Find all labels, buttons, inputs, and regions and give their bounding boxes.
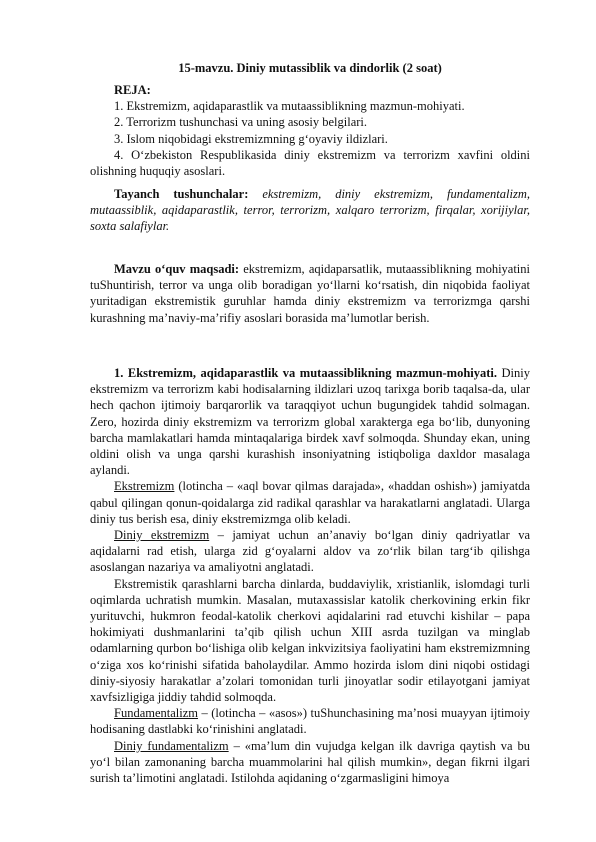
section-1 <box>90 365 530 786</box>
plan-item-2: 2. Terrorizm tushunchasi va uning asosiy belgilari. <box>114 115 368 130</box>
term-ekstremizm: Ekstremizm <box>114 479 175 494</box>
plan-item-4: 4. O‘zbekiston Respublikasida diniy ekstremizm va terrorizm xavfini oldini olishning huquqiy asoslari. <box>90 147 530 179</box>
key-concepts-label: Tayanch tushunchalar: <box>114 187 249 201</box>
plan-section <box>90 82 530 179</box>
plan-item-3: 3. Islom niqobidagi ekstremizmning g‘oyaviy ildizlari. <box>114 131 388 146</box>
key-concepts-paragraph <box>90 186 530 235</box>
definition-fundamentalizm: – (lotincha – «asos») tuShunchasining ma’nosi muayyan ijtimoiy hodisaning dastlabki ko‘rinishini anglatadi. <box>90 706 530 737</box>
plan-heading: REJA: <box>114 83 151 97</box>
definition-diniy-fundamentalizm: – «ma’lum din vujudga kelgan ilk davriga qaytish va bu yo‘l bilan zamonaning barcha muammolarini hal qilish mumkin», degan fikrni ilgari surish ta’limotini anglatadi. Istilohda aqidaning o‘zgarmasligini himoya <box>90 738 530 786</box>
term-diniy-ekstremizm: Diniy ekstremizm <box>114 528 210 543</box>
term-fundamentalizm: Fundamentalizm <box>114 706 199 721</box>
plan-item-1: 1. Ekstremizm, aqidaparastlik va mutaassiblikning mazmun-mohiyati. <box>114 99 465 114</box>
definition-ekstremizm: (lotincha – «aql bovar qilmas darajada», «haddan oshish») jamiyatda qabul qilingan qonun-qoidalarga zid radikal qarashlar va harakatlarni anglatadi. Ularga diniy tus berish esa, diniy ekstremizmga olib keladi. <box>90 479 530 526</box>
learning-goal-text: ekstremizm, aqidaparsatlik, mutaassiblikning mohiyatini tuShuntirish, terror va unga olib boradigan yo‘llarni ko‘rsatish, din niqobida faoliyat yuritadigan ekstremistik guruhlar hamda diniy ekstremizm va terrorizmga qarshi kurashning ma’naviy-ma’rifiy asoslari borasida ma’lumotlar berish. <box>90 262 531 325</box>
key-concepts-text: ekstremizm, diniy ekstremizm, fundamentalizm, mutaassiblik, aqidaparastlik, terror, terrorizm, xalqaro terrorizm, firqalar, xorijiylar, soxta salafiylar. <box>90 187 530 234</box>
section-1-intro: Diniy ekstremizm va terrorizm kabi hodisalarning ildizlari uzoq tarixga borib taqalsa-da, ular hech qachon ijtimoiy barqarorlik va taraqqiyot uchun bugungidek tahdid solmagan. Zero, hozirda diniy ekstremizm va terrorizm global xarakterga ega bo‘lib, dunyoning barcha mamlakatlari hamda mintaqalariga birdek xavf solmoqda. Shunday ekan, uning oldini olish va unga qarshi kurashish insoniyatning istiqboliga daxldor masalaga aylandi. <box>90 366 530 478</box>
section-1-heading: 1. Ekstremizm, aqidaparastlik va mutaassiblikning mazmun-mohiyati. <box>114 366 498 380</box>
paragraph-extremist-views: Ekstremistik qarashlarni barcha dinlarda, buddaviylik, xristianlik, islomdagi turli oqimlarda uchratish mumkin. Masalan, mutaxassislar katolik cherkovining erkin fikr yurituvchi, hukmron feodal-katolik cherkovi aqidalarini rad etuvchi kishilar – papa hokimiyati dushmanlarini ta’qib qilish uchun XIII asrda tuzilgan va minglab odamlarning qurbon bo‘lishiga olib kelgan inkvizitsiya faoliyatini ham ekstremizmning o‘ziga xos ko‘rinishi sifatida baholaydilar. Ammo hozirda islom dini niqobi ostidagi diniy-siyosiy harakatlar a’zolari tomonidan turli jinoyatlar sodir etilayotgani jamiyat xavfsizligiga jiddiy tahdid solmoqda. <box>90 576 530 705</box>
learning-goal-label: Mavzu o‘quv maqsadi: <box>114 262 240 276</box>
learning-goal-paragraph <box>90 261 530 326</box>
definition-diniy-ekstremizm: – jamiyat uchun an’anaviy bo‘lgan diniy qadriyatlar va aqidalarni rad etish, ularga zid g‘oyalarni aldov va zo‘rlik bilan targ‘ib qilishga asoslangan nazariya va amaliyotni anglatadi. <box>90 528 530 575</box>
term-diniy-fundamentalizm: Diniy fundamentalizm <box>114 738 229 753</box>
page-title: 15-mavzu. Diniy mutassiblik va dindorlik (2 soat) <box>178 61 442 75</box>
